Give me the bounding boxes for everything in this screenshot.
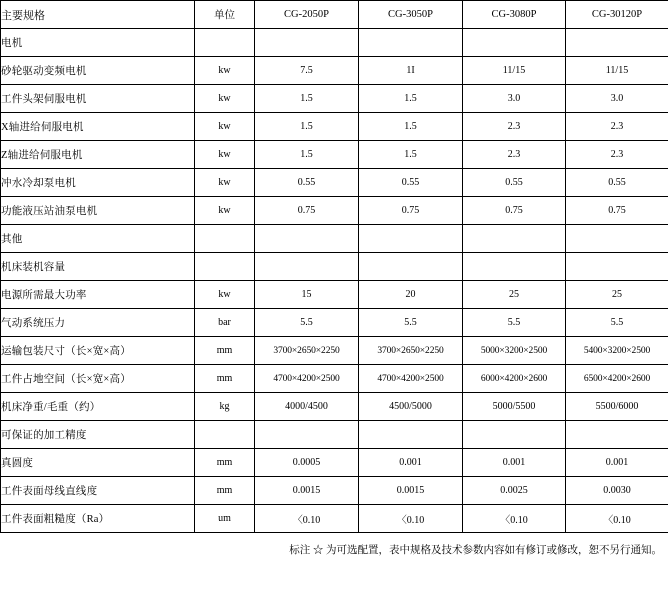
row-label: 电机 [1,29,195,57]
row-label: 运输包装尺寸（长×宽×高） [1,337,195,365]
row-label: 真圆度 [1,449,195,477]
row-value: 4500/5000 [359,393,463,421]
row-value [463,29,566,57]
table-row [1,505,668,533]
row-value [359,225,463,253]
row-value: 1.5 [359,85,463,113]
table-row [1,113,668,141]
row-value [255,225,359,253]
column-header-model-3: CG-3080P [463,1,566,29]
row-value: 4700×4200×2500 [255,365,359,393]
row-value [255,29,359,57]
row-value: 2.3 [463,141,566,169]
row-value: 〈0.10 [463,505,566,533]
table-row [1,421,668,449]
row-value: 1.5 [255,141,359,169]
row-label: 机床净重/毛重（约） [1,393,195,421]
row-value [463,225,566,253]
row-value: 0.0015 [255,477,359,505]
row-value: 2.3 [566,141,668,169]
row-value: 3700×2650×2250 [359,337,463,365]
row-value: 0.55 [359,169,463,197]
row-label: 电源所需最大功率 [1,281,195,309]
row-value: 5000/5500 [463,393,566,421]
row-value: 5500/6000 [566,393,668,421]
row-value: 0.55 [255,169,359,197]
row-value: 1.5 [255,113,359,141]
row-value: 0.75 [566,197,668,225]
column-header-main-spec: 主要规格 [1,1,195,29]
row-value [359,29,463,57]
row-value: 0.0030 [566,477,668,505]
row-value: 2.3 [463,113,566,141]
table-header-row [1,1,668,29]
row-value: 0.0025 [463,477,566,505]
row-unit [195,225,255,253]
row-unit [195,29,255,57]
row-unit: mm [195,337,255,365]
row-unit [195,421,255,449]
row-value: 7.5 [255,57,359,85]
row-value: 0.001 [463,449,566,477]
row-value: 0.75 [359,197,463,225]
row-value [255,421,359,449]
table-row [1,225,668,253]
row-label: 冲水冷却泵电机 [1,169,195,197]
column-header-model-4: CG-30120P [566,1,668,29]
row-value: 0.55 [566,169,668,197]
row-value: 4700×4200×2500 [359,365,463,393]
row-value: 0.55 [463,169,566,197]
row-label: 气动系统压力 [1,309,195,337]
row-value [566,225,668,253]
row-unit: kw [195,197,255,225]
row-value: 2.3 [566,113,668,141]
row-unit: kw [195,85,255,113]
column-header-unit: 单位 [195,1,255,29]
row-value: 0.75 [255,197,359,225]
table-body [1,29,668,533]
row-value: 11/15 [566,57,668,85]
row-unit: bar [195,309,255,337]
row-label: Z轴进给伺服电机 [1,141,195,169]
row-value: 20 [359,281,463,309]
row-value: 11/15 [463,57,566,85]
row-label: 可保证的加工精度 [1,421,195,449]
table-row [1,281,668,309]
row-value: 0.001 [566,449,668,477]
row-label: 工件占地空间（长×宽×高） [1,365,195,393]
row-value: 3.0 [463,85,566,113]
row-value: 1.5 [359,141,463,169]
row-value: 1.5 [255,85,359,113]
row-value: 5.5 [463,309,566,337]
row-value: 〈0.10 [566,505,668,533]
row-value: 0.0015 [359,477,463,505]
footnote: 标注 ☆ 为可选配置，表中规格及技术参数内容如有修订或修改，恕不另行通知。 [289,545,662,556]
row-value: 0.001 [359,449,463,477]
row-value: 〈0.10 [255,505,359,533]
table-row [1,85,668,113]
row-unit: kw [195,141,255,169]
row-value [566,421,668,449]
row-unit: mm [195,365,255,393]
row-value: 5.5 [566,309,668,337]
table-row [1,169,668,197]
table-row [1,477,668,505]
row-label: 机床装机容量 [1,253,195,281]
row-label: 工件表面粗糙度（Ra） [1,505,195,533]
column-header-model-1: CG-2050P [255,1,359,29]
row-label: 工件头架伺服电机 [1,85,195,113]
row-value [359,421,463,449]
column-header-model-2: CG-3050P [359,1,463,29]
row-value [566,29,668,57]
row-value [463,421,566,449]
row-label: 其他 [1,225,195,253]
row-unit: kw [195,113,255,141]
table-row [1,253,668,281]
row-unit: mm [195,477,255,505]
row-unit: kg [195,393,255,421]
row-unit: kw [195,169,255,197]
row-value: 25 [566,281,668,309]
row-value: 3700×2650×2250 [255,337,359,365]
row-value: 5.5 [255,309,359,337]
row-value: 0.75 [463,197,566,225]
row-label: 砂轮驱动变频电机 [1,57,195,85]
row-value [359,253,463,281]
row-value: 1.5 [359,113,463,141]
row-value [463,253,566,281]
row-value [566,253,668,281]
row-label: 功能液压站油泵电机 [1,197,195,225]
table-row [1,141,668,169]
row-value: 25 [463,281,566,309]
row-value: 4000/4500 [255,393,359,421]
table-row [1,393,668,421]
row-unit: um [195,505,255,533]
row-value: 5400×3200×2500 [566,337,668,365]
row-value: 0.0005 [255,449,359,477]
row-unit: kw [195,281,255,309]
table-row [1,309,668,337]
row-value: 6000×4200×2600 [463,365,566,393]
row-value: 5.5 [359,309,463,337]
table-row [1,57,668,85]
row-unit [195,253,255,281]
table-row [1,449,668,477]
row-value: 1I [359,57,463,85]
row-value [255,253,359,281]
table-head [1,1,668,29]
table-row [1,29,668,57]
row-unit: kw [195,57,255,85]
row-label: 工件表面母线直线度 [1,477,195,505]
row-value: 15 [255,281,359,309]
table-row [1,197,668,225]
row-value: 〈0.10 [359,505,463,533]
table-row [1,365,668,393]
row-value: 6500×4200×2600 [566,365,668,393]
row-value: 5000×3200×2500 [463,337,566,365]
table-row [1,337,668,365]
row-unit: mm [195,449,255,477]
row-value: 3.0 [566,85,668,113]
row-label: X轴进给伺服电机 [1,113,195,141]
